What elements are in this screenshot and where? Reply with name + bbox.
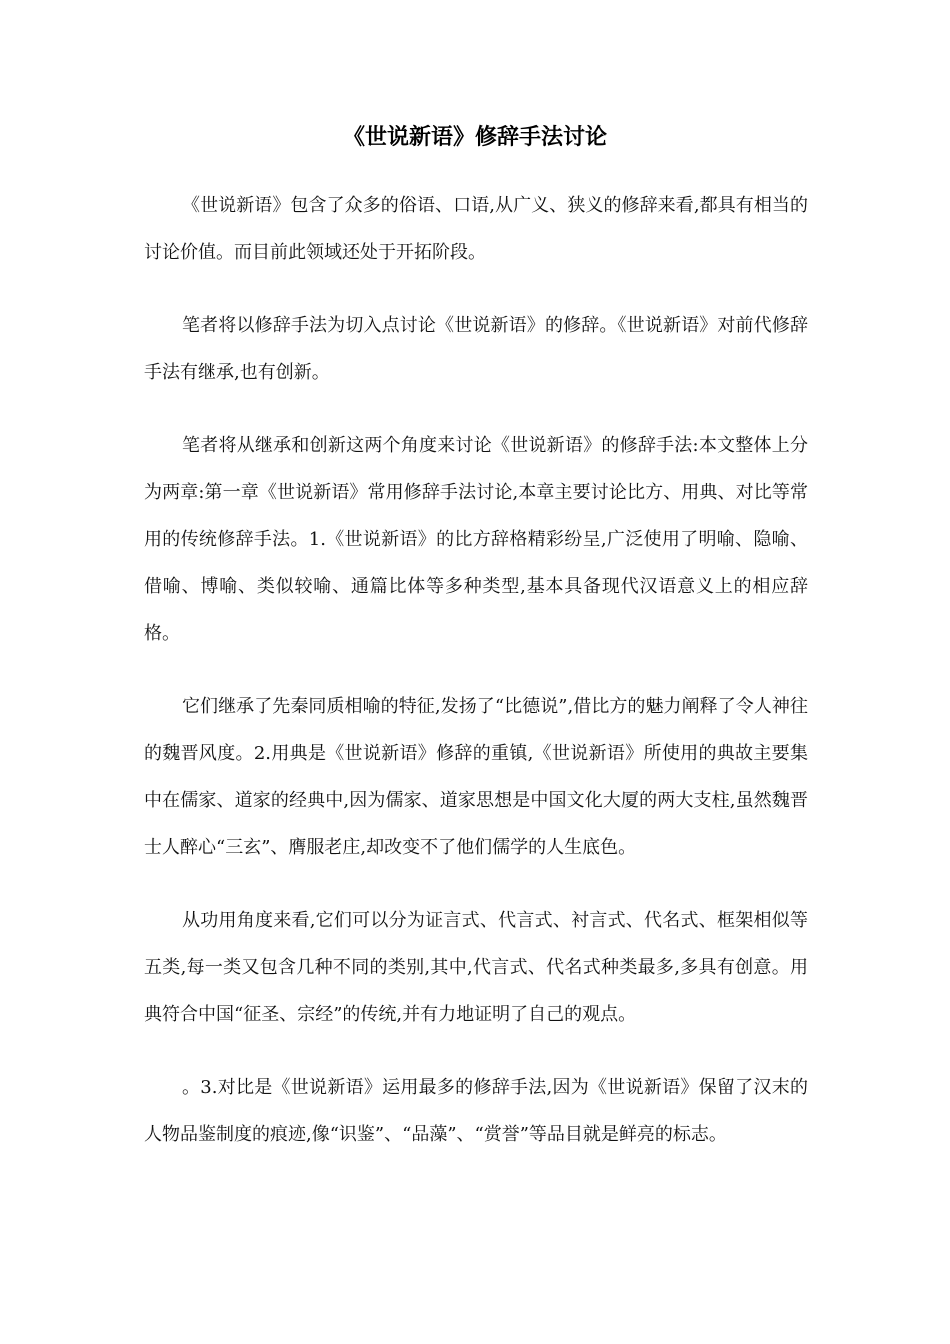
paragraph-5: 从功用角度来看,它们可以分为证言式、代言式、衬言式、代名式、框架相似等五类,每一类又包含几种不同的类别,其中,代言式、代名式种类最多,多具有创意。用典符合中国“征圣、宗经”的传统,并有力地证明了自己的观点。 [144,910,808,1025]
paragraph-1: 《世说新语》包含了众多的俗语、口语,从广义、狭义的修辞来看,都具有相当的讨论价值。而目前此领域还处于开拓阶段。 [144,195,808,263]
document-body [144,182,808,1184]
paragraph-2: 笔者将以修辞手法为切入点讨论《世说新语》的修辞。《世说新语》对前代修辞手法有继承,也有创新。 [144,315,808,383]
paragraph-3: 笔者将从继承和创新这两个角度来讨论《世说新语》的修辞手法:本文整体上分为两章:第一章《世说新语》常用修辞手法讨论,本章主要讨论比方、用典、对比等常用的传统修辞手法。1.《世说新语》的比方辞格精彩纷呈,广泛使用了明喻、隐喻、借喻、博喻、类似较喻、通篇比体等多种类型,基本具备现代汉语意义上的相应辞格。 [144,435,808,644]
paragraph-4: 它们继承了先秦同质相喻的特征,发扬了“比德说”,借比方的魅力阐释了令人神往的魏晋风度。2.用典是《世说新语》修辞的重镇,《世说新语》所使用的典故主要集中在儒家、道家的经典中,因为儒家、道家思想是中国文化大厦的两大支柱,虽然魏晋士人醉心“三玄”、膺服老庄,却改变不了他们儒学的人生底色。 [144,696,808,858]
document-title: 《世说新语》修辞手法讨论 [342,125,607,150]
paragraph-6: 。3.对比是《世说新语》运用最多的修辞手法,因为《世说新语》保留了汉末的人物品鉴制度的痕迹,像“识鉴”、“品藻”、“赏誉”等品目就是鲜亮的标志。 [144,1077,808,1145]
